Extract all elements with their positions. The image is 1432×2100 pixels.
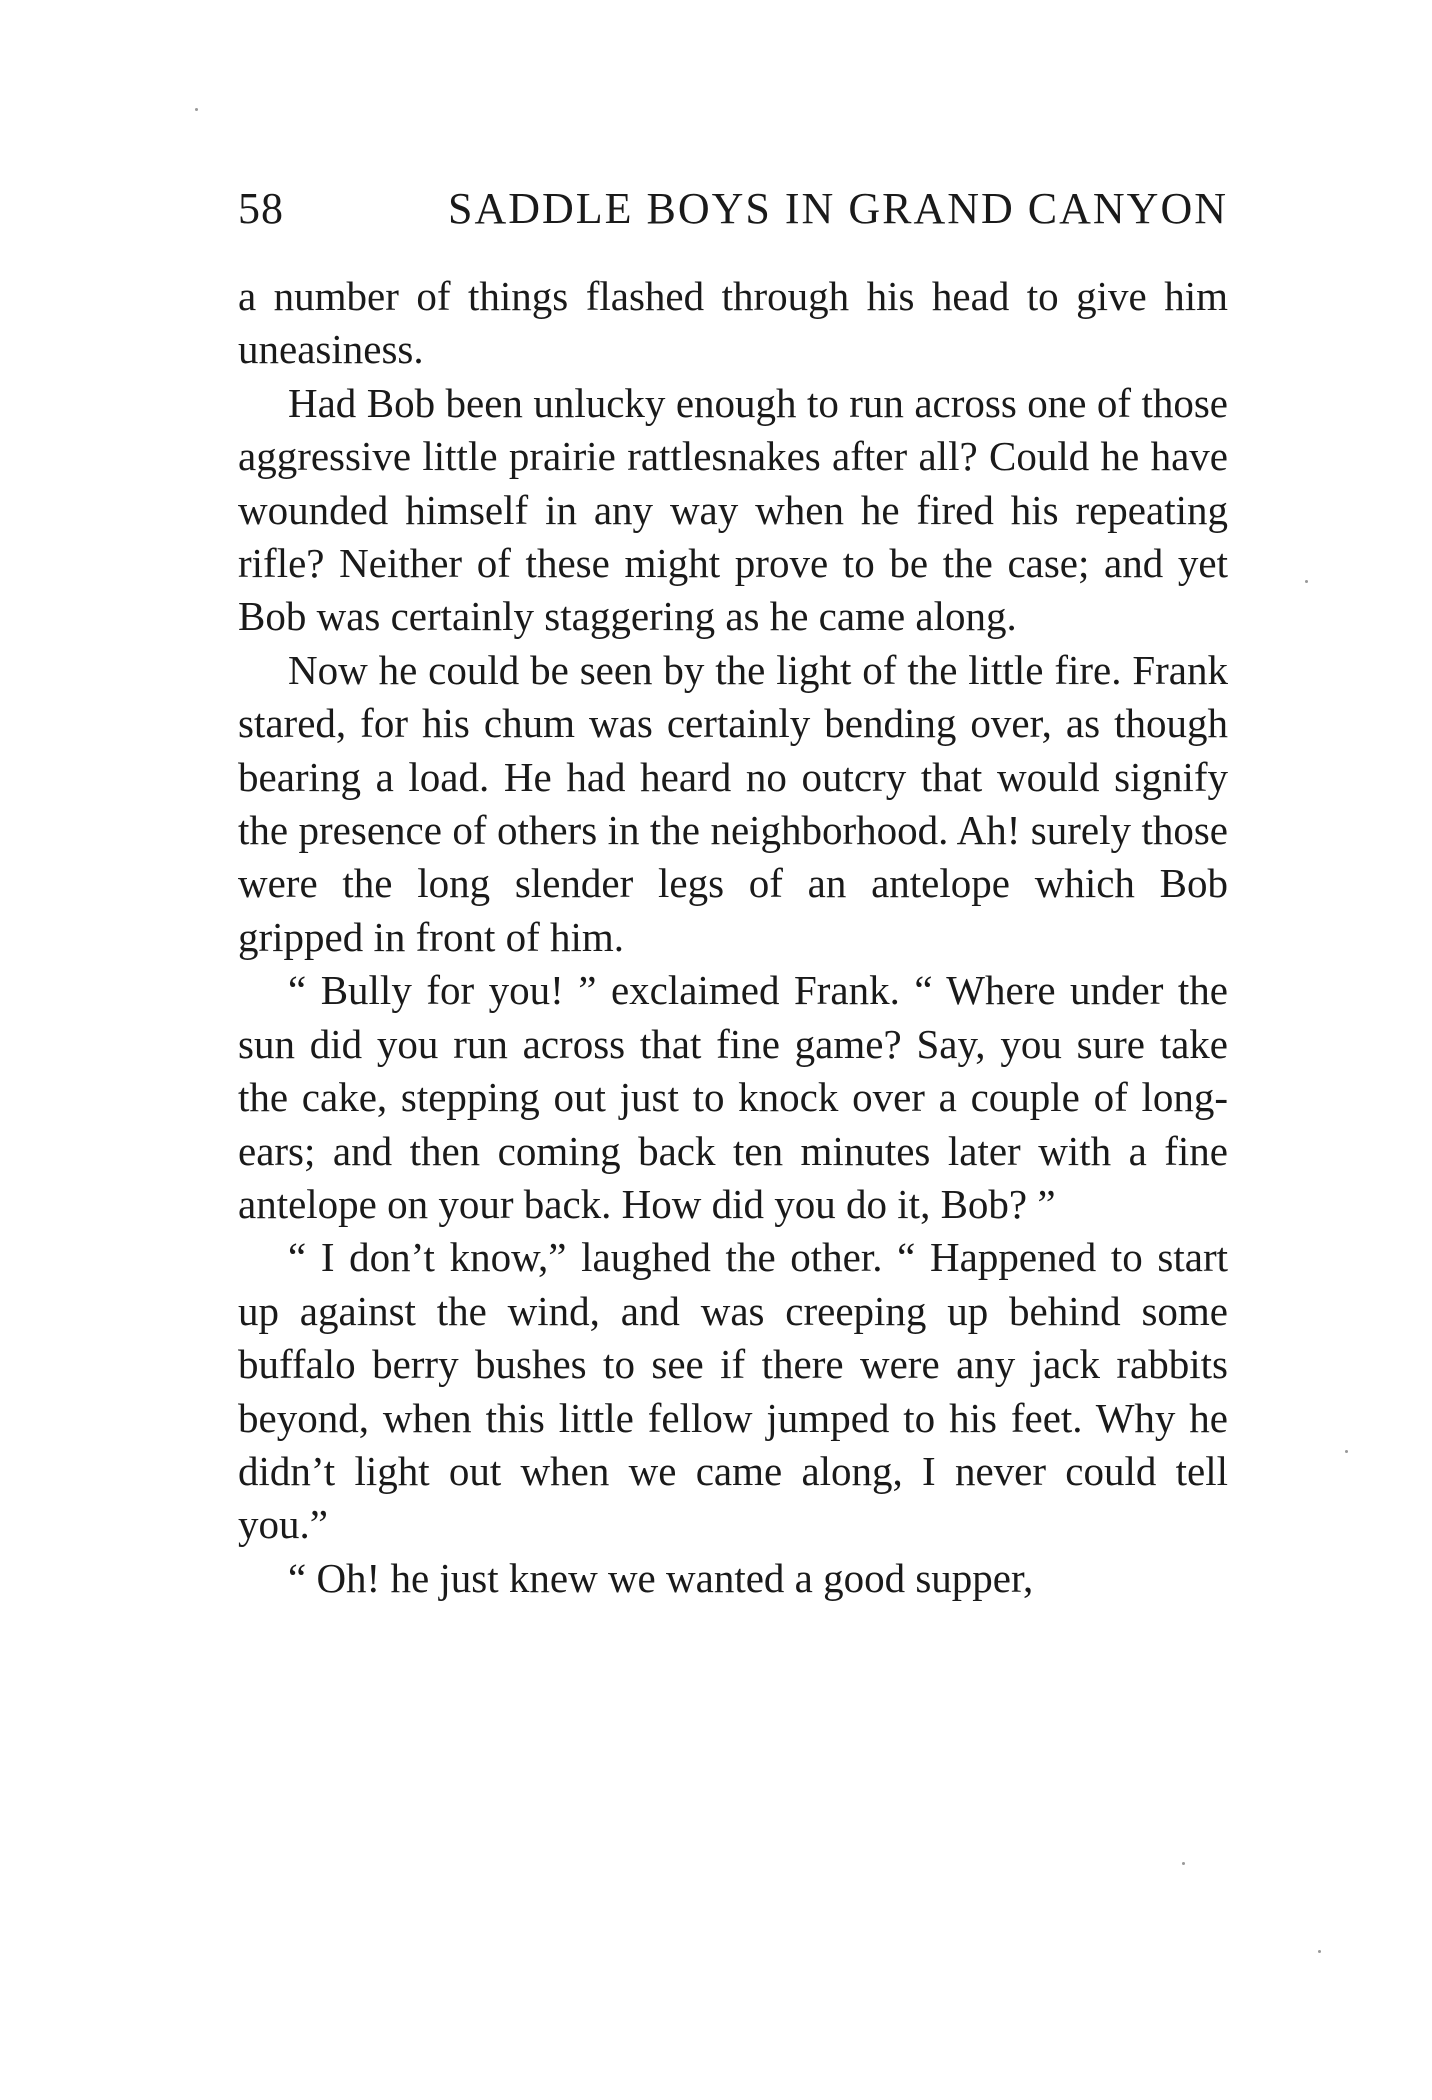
body-text (238, 270, 1228, 1605)
running-head (238, 183, 1228, 243)
paragraph: Now he could be seen by the light of the little fire. Frank stared, for his chum was certainly bending over, as though bearing a load. He had heard no outcry that would signify the presence of others in the neighborhood. Ah! surely those were the long slender legs of an antelope which Bob gripped in front of him. (238, 646, 1228, 960)
book-title: SADDLE BOYS IN GRAND CANYON (447, 184, 1228, 233)
paragraph: “ Oh! he just knew we wanted a good supper, (288, 1554, 1034, 1601)
paragraph: Had Bob been unlucky enough to run across one of those aggressive little prairie rattlesnakes after all? Could he have wounded himself in any way when he fired his repeating rifle? Neither of these might prove to be the case; and yet Bob was certainly staggering as he came along. (238, 379, 1228, 640)
paragraph: “ Bully for you! ” exclaimed Frank. “ Where under the sun did you run across that fine game? Say, you sure take the cake, stepping out just to knock over a couple of long-ears; and then coming back ten minutes later with a fine antelope on your back. How did you do it, Bob? ” (238, 967, 1228, 1227)
page-number: 58 (238, 184, 284, 233)
paper-speck (195, 108, 198, 111)
paragraph: “ I don’t know,” laughed the other. “ Happened to start up against the wind, and was creeping up behind some buffalo berry bushes to see if there were any jack rabbits beyond, when this little fellow jumped to his feet. Why he didn’t light out when we came along, I never could tell you.” (238, 1234, 1228, 1548)
paper-speck (1318, 1950, 1321, 1953)
paragraph: a number of things flashed through his head to give him uneasiness. (238, 273, 1228, 373)
paper-speck (1345, 1450, 1348, 1453)
paper-speck (1305, 580, 1308, 583)
paper-speck (1182, 1862, 1185, 1865)
